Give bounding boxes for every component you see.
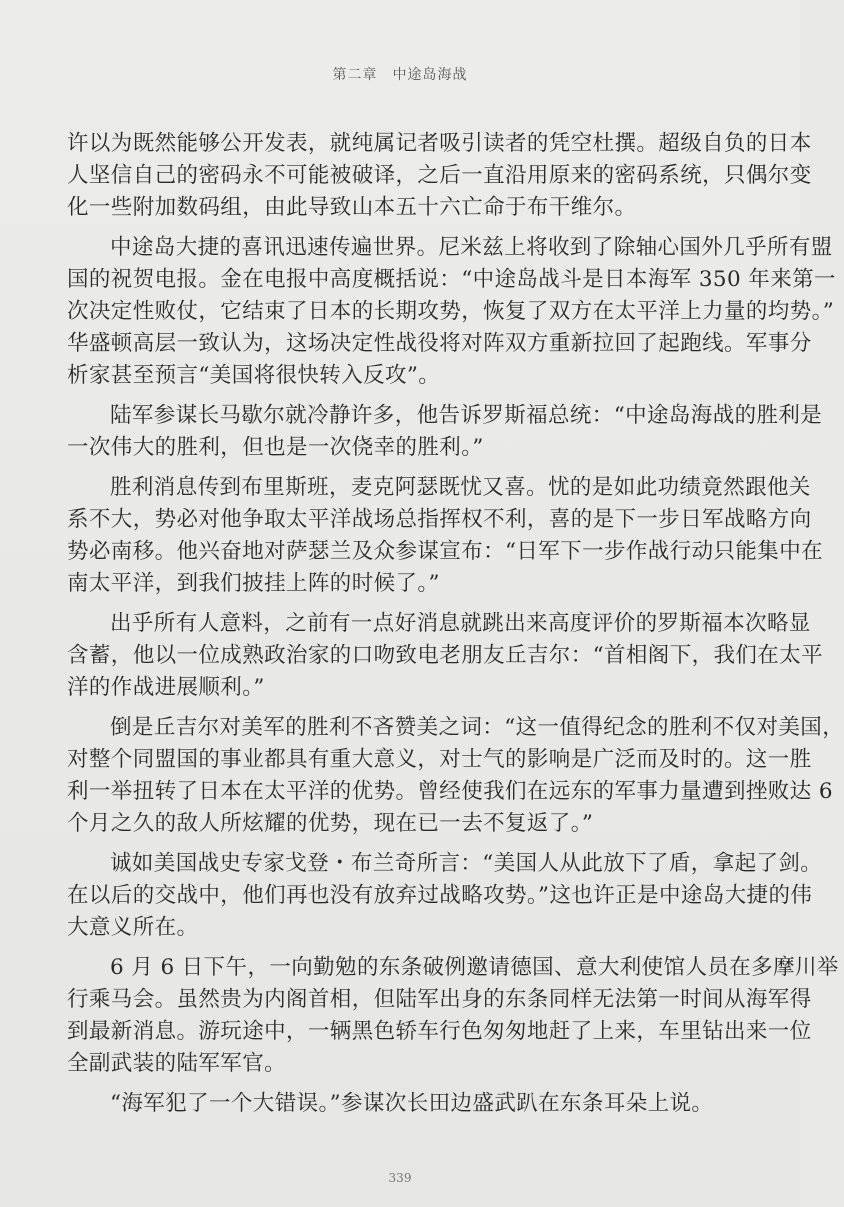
text-line: 含蓄，他以一位成熟政治家的口吻致电老朋友丘吉尔：“首相阁下，我们在太平: [67, 643, 823, 668]
text-line: “海军犯了一个大错误。”参谋次长田边盛武趴在东条耳朵上说。: [110, 1091, 714, 1116]
text-line: 利一举扭转了日本在太平洋的优势。曾经使我们在远东的军事力量遭到挫败达 6: [67, 779, 833, 804]
text-line: 大意义所在。: [67, 915, 199, 940]
text-line: 到最新消息。游玩途中，一辆黑色轿车行色匆匆地赶了上来，车里钻出来一位: [67, 1019, 812, 1044]
paragraph: [67, 952, 839, 1080]
text-line: 行乘马会。虽然贵为内阁首相，但陆军出身的东条同样无法第一时间从海军得: [67, 987, 812, 1012]
text-line: 许以为既然能够公开发表，就纯属记者吸引读者的凭空杜撰。超级自负的日本: [67, 131, 812, 156]
text-line: 个月之久的敌人所炫耀的优势，现在已一去不复返了。”: [67, 811, 594, 836]
text-line: 对整个同盟国的事业都具有重大意义，对士气的影响是广泛而及时的。这一胜: [67, 747, 812, 772]
text-line: 南太平洋，到我们披挂上阵的时候了。”: [67, 571, 440, 596]
text-line: 陆军参谋长马歇尔就冷静许多，他告诉罗斯福总统：“中途岛海战的胜利是: [110, 403, 823, 428]
text-line: 华盛顿高层一致认为，这场决定性战役将对阵双方重新拉回了起跑线。军事分: [67, 331, 812, 356]
text-line: 出乎所有人意料，之前有一点好消息就跳出来高度评价的罗斯福本次略显: [110, 611, 811, 636]
paragraph: [67, 1088, 742, 1120]
text-line: 全副武装的陆军军官。: [67, 1051, 287, 1076]
text-line: 势必南移。他兴奋地对萨瑟兰及众参谋宣布：“日军下一步作战行动只能集中在: [67, 539, 823, 564]
running-head: 第二章 中途岛海战: [332, 67, 468, 83]
paragraph: [67, 848, 823, 944]
text-line: 洋的作战进展顺利。”: [67, 675, 265, 700]
text-line: 胜利消息传到布里斯班，麦克阿瑟既忧又喜。忧的是如此功绩竟然跟他关: [110, 475, 811, 500]
text-line: 次决定性败仗，它结束了日本的长期攻势，恢复了双方在太平洋上力量的均势。”: [67, 299, 835, 324]
text-line: 中途岛大捷的喜讯迅速传遍世界。尼米兹上将收到了除轴心国外几乎所有盟: [110, 235, 833, 260]
paragraph: [67, 608, 823, 704]
text-line: 系不大，势必对他争取太平洋战场总指挥权不利，喜的是下一步日军战略方向: [67, 507, 812, 532]
text-line: 倒是丘吉尔对美军的胜利不吝赞美之词：“这一值得纪念的胜利不仅对美国，: [110, 715, 844, 740]
text-line: 在以后的交战中，他们再也没有放弃过战略攻势。”这也许正是中途岛大捷的伟: [67, 883, 813, 908]
page-number: 339: [388, 1171, 412, 1185]
paragraph: [67, 128, 812, 224]
paragraph: [67, 400, 823, 464]
text-line: 诚如美国战史专家戈登・布兰奇所言：“美国人从此放下了盾，拿起了剑。: [110, 851, 823, 876]
text-line: 析家甚至预言“美国将很快转入反攻”。: [67, 363, 441, 388]
paragraph: [67, 232, 836, 392]
text-line: 一次伟大的胜利，但也是一次侥幸的胜利。”: [67, 435, 484, 460]
text-line: 化一些附加数码组，由此导致山本五十六亡命于布干维尔。: [67, 195, 637, 220]
paragraph: [67, 712, 844, 840]
body-text: [67, 128, 844, 1120]
text-line: 国的祝贺电报。金在电报中高度概括说：“中途岛战斗是日本海军 350 年来第一: [67, 267, 836, 292]
text-line: 人坚信自己的密码永不可能被破译，之后一直沿用原来的密码系统，只偶尔变: [67, 163, 812, 188]
paragraph: [67, 472, 823, 600]
text-line: 6 月 6 日下午，一向勤勉的东条破例邀请德国、意大利使馆人员在多摩川举: [110, 955, 839, 980]
